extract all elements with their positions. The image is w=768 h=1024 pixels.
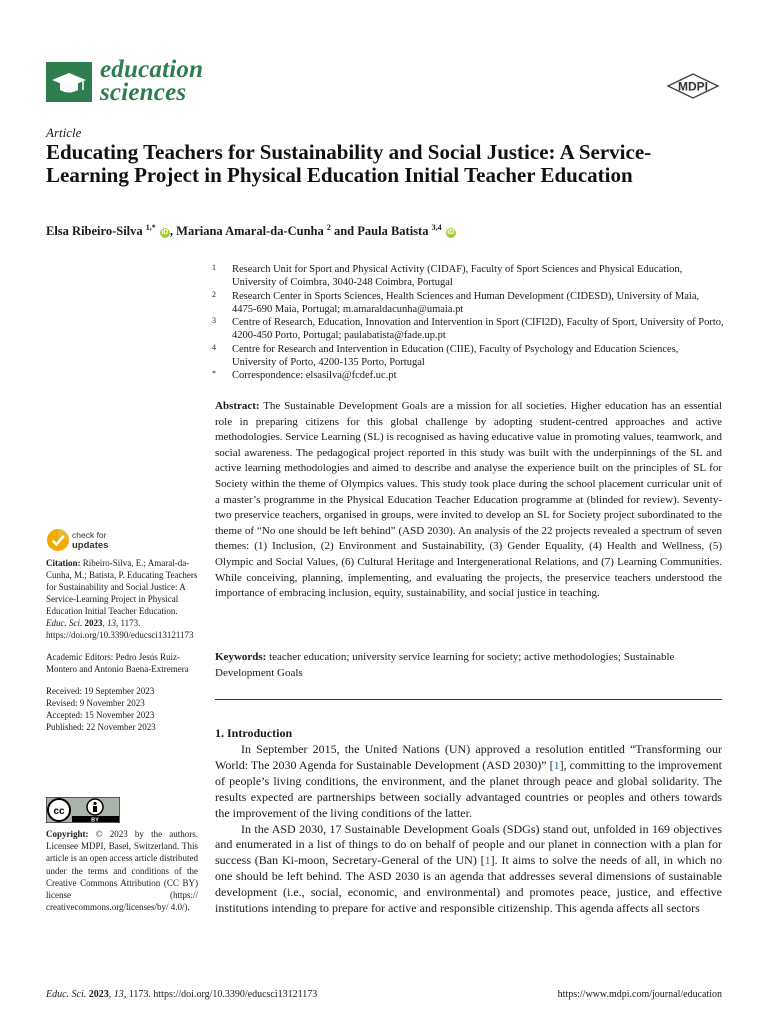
received-date: Received: 19 September 2023 <box>46 686 155 696</box>
paragraph-text: ]. It aims to solve the needs of all, in which no one should be left behind. The ASD 2030 is an agenda that addresses several dimensions of sustainable development (i.e., social, economic, and environmental) and promotes peace, justice, and effective institutions intending to prepare for active and responsible citizenship. This agenda affects all sectors <box>215 853 722 916</box>
affiliation-number: 1 <box>212 263 216 272</box>
published-date: Published: 22 November 2023 <box>46 722 156 732</box>
affiliation-number: 3 <box>212 316 216 326</box>
author-list <box>46 223 726 239</box>
footer-citation: Educ. Sci. 2023, 13, 1173. https://doi.org/10.3390/educsci13121173 <box>46 989 318 1000</box>
citation-link[interactable]: 1 <box>484 853 491 868</box>
check-updates-line2: updates <box>72 540 109 551</box>
author-affiliation-marker: 1,* <box>145 223 156 232</box>
dates <box>46 685 198 733</box>
cc-label: cc <box>53 806 65 817</box>
citation-label: Citation: <box>46 558 81 568</box>
paragraph-text: In the ASD 2030, 17 Sustainable Development Goals (SDGs) stand out, unfolded in 169 objectives and enumerated in a list of things to do on behalf of people and our planet in connection with a plan for success (Ban Ki-moon, Secretary-General of the UN) [ <box>215 821 722 868</box>
abstract-text: The Sustainable Development Goals are a mission for all societies. Higher education has an essential role in preparing citizens for this global challenge by adopting student-centred approaches and active methodologies. Service Learning (SL) is recognised as having educative value in promoting values, teamwork, and social awareness. The pedagogical project reported in this study was built with the underpinnings of the SL and active learning methodologies and aimed to describe and analyse the experience built on the principles of SL for Society within the theme of Olympics values. This study took place during the school placement curricular unit of a master’s programme in the Physical Education Teacher Education programme at (blinded for review). Seventy-two preservice teachers, organised in groups, were invited to develop an SL for Society project subordinated to the theme of “No one should be left behind” (ASD 2030). An analysis of the 22 projects revealed a spectrum of seven themes: (1) Inclusion, (2) Environment and Sustainability, (3) Gender Equality, (4) Health and Wellness, (5) Olympic and Social Values, (6) Cultural Heritage and Intergenerational Relations, and (7) Learning Communities. While conceiving, planning, implementing, and evaluating the projects, the preservice teachers understood the importance of embracing inclusion, equity, sustainability, and social justice in teaching. <box>215 400 722 600</box>
citation-text: Ribeiro-Silva, E.; Amaral-da-Cunha, M.; Batista, P. Educating Teachers for Sustainability and Social Justice: A Service-Learning Project in Physical Education Initial Teacher Education. <box>46 558 198 616</box>
affiliation-item <box>212 369 724 382</box>
affiliation-item <box>212 343 724 370</box>
mdpi-logo <box>666 73 720 99</box>
citation-journal: Educ. Sci. <box>46 618 83 628</box>
paragraph-text: ], committing to the improvement of people’s living conditions, the environment, and the planet through peace and global solidarity. The results expected are partnerships between socially advantaged countries or peoples and others towards the improvement of the living conditions of the latter. <box>215 757 722 820</box>
journal-name-line2: sciences <box>100 79 187 106</box>
check-updates-line1: check for <box>72 530 107 540</box>
affiliations <box>212 263 724 383</box>
author-affiliation-marker: 2 <box>326 223 331 232</box>
revised-date: Revised: 9 November 2023 <box>46 698 145 708</box>
article-title: Educating Teachers for Sustainability and Social Justice: A Service-Learning Project in Physical Education Initial Teacher Education <box>46 140 652 187</box>
citation: Citation: Ribeiro-Silva, E.; Amaral-da-Cunha, M.; Batista, P. Educating Teachers for Sustainability and Social Justice: A Service-Learning Project in Physical Education Initial Teacher Education. Educ. Sci. 2023, 13, 1173. https://doi.org/10.3390/educsci13121173 <box>46 558 198 640</box>
publisher-name: MDPI <box>678 79 708 94</box>
abstract <box>215 399 722 602</box>
journal-logo-icon <box>46 62 92 102</box>
sidebar <box>46 557 198 733</box>
abstract-label: Abstract: <box>215 400 260 412</box>
footer-journal-url[interactable]: https://www.mdpi.com/journal/education <box>557 989 722 1000</box>
affiliation-text: Correspondence: elsasilva@fcdef.uc.pt <box>232 370 397 382</box>
introduction-body <box>215 742 722 917</box>
citation-year: 2023 <box>84 618 103 628</box>
affiliation-text: Research Unit for Sport and Physical Activity (CIDAF), Faculty of Sport Sciences and Physical Education, University of Coimbra, 3040-248 Coimbra, Portugal <box>232 264 683 289</box>
journal-name <box>100 58 203 104</box>
footer-journal: Educ. Sci. <box>46 989 87 1000</box>
footer-doi[interactable]: , 1173. https://doi.org/10.3390/educsci13121173 <box>123 989 318 1000</box>
author-name[interactable]: Elsa Ribeiro-Silva <box>46 224 143 239</box>
author-name[interactable]: Paula Batista <box>357 224 429 239</box>
affiliation-number: 4 <box>212 342 216 352</box>
author-separator: and <box>330 224 358 239</box>
author-separator: , <box>169 224 177 239</box>
citation-link[interactable]: 1 <box>553 757 560 772</box>
copyright-notice <box>46 828 198 913</box>
paragraph <box>215 822 722 917</box>
orcid-icon[interactable]: iD <box>447 229 455 237</box>
citation-volume: 13 <box>107 618 116 628</box>
keywords-text: teacher education; university service learning for society; active methodologies; Sustainable Development Goals <box>215 651 675 679</box>
affiliation-text: Research Center in Sports Sciences, Health Sciences and Human Development (CIDESD), University of Maia, 4475-690 Maia, Portugal; m.amaraldacunha@umaia.pt <box>232 290 700 315</box>
article-type: Article <box>46 125 82 140</box>
copyright-text: © 2023 by the authors. Licensee MDPI, Basel, Switzerland. This article is an open access article distributed under the terms and conditions of the Creative Commons Attribution (CC BY) license (https:// creativecommons.org/licenses/by/ 4.0/). <box>46 829 199 913</box>
footer-volume: 13 <box>113 989 124 1000</box>
affiliation-item <box>212 263 724 290</box>
citation-doi[interactable]: , 1173. https://doi.org/10.3390/educsci13121173 <box>46 618 194 640</box>
affiliation-number: * <box>212 369 216 379</box>
paragraph-text: In September 2015, the United Nations (UN) approved a resolution entitled “Transforming our World: The 2030 Agenda for Sustainable Development (ASD 2030)” [ <box>215 742 722 772</box>
paragraph <box>215 742 722 822</box>
section-heading: 1. Introduction <box>215 726 293 740</box>
affiliation-text: Centre for Research and Intervention in Education (CIIE), Faculty of Psychology and Education Sciences, University of Porto, 4200-135 Porto, Portugal <box>232 343 679 369</box>
affiliation-item <box>212 290 724 317</box>
journal-name-line1: education <box>100 56 204 83</box>
keywords-label: Keywords: <box>215 651 267 663</box>
copyright-label: Copyright: <box>46 829 89 839</box>
cc-by-license-badge[interactable] <box>46 797 120 823</box>
affiliation-number: 2 <box>212 289 216 299</box>
keywords <box>215 650 722 681</box>
orcid-icon[interactable]: iD <box>161 229 169 237</box>
academic-editors: Academic Editors: Pedro Jesús Ruiz-Montero and Antonio Baena-Extremera <box>46 652 189 674</box>
accepted-date: Accepted: 15 November 2023 <box>46 710 155 720</box>
author-affiliation-marker: 3,4 <box>431 223 442 232</box>
affiliation-item <box>212 316 724 343</box>
affiliation-text: Centre of Research, Education, Innovation and Intervention in Sport (CIFI2D), Faculty of Sport, University of Porto, 4200-450 Porto, Portugal; paulabatista@fade.up.pt <box>232 317 724 342</box>
footer-year: 2023 <box>88 989 109 1000</box>
section-divider <box>215 699 722 700</box>
author-name[interactable]: Mariana Amaral-da-Cunha <box>176 224 324 239</box>
by-label: BY <box>91 817 99 823</box>
check-for-updates-badge[interactable] <box>46 528 166 552</box>
